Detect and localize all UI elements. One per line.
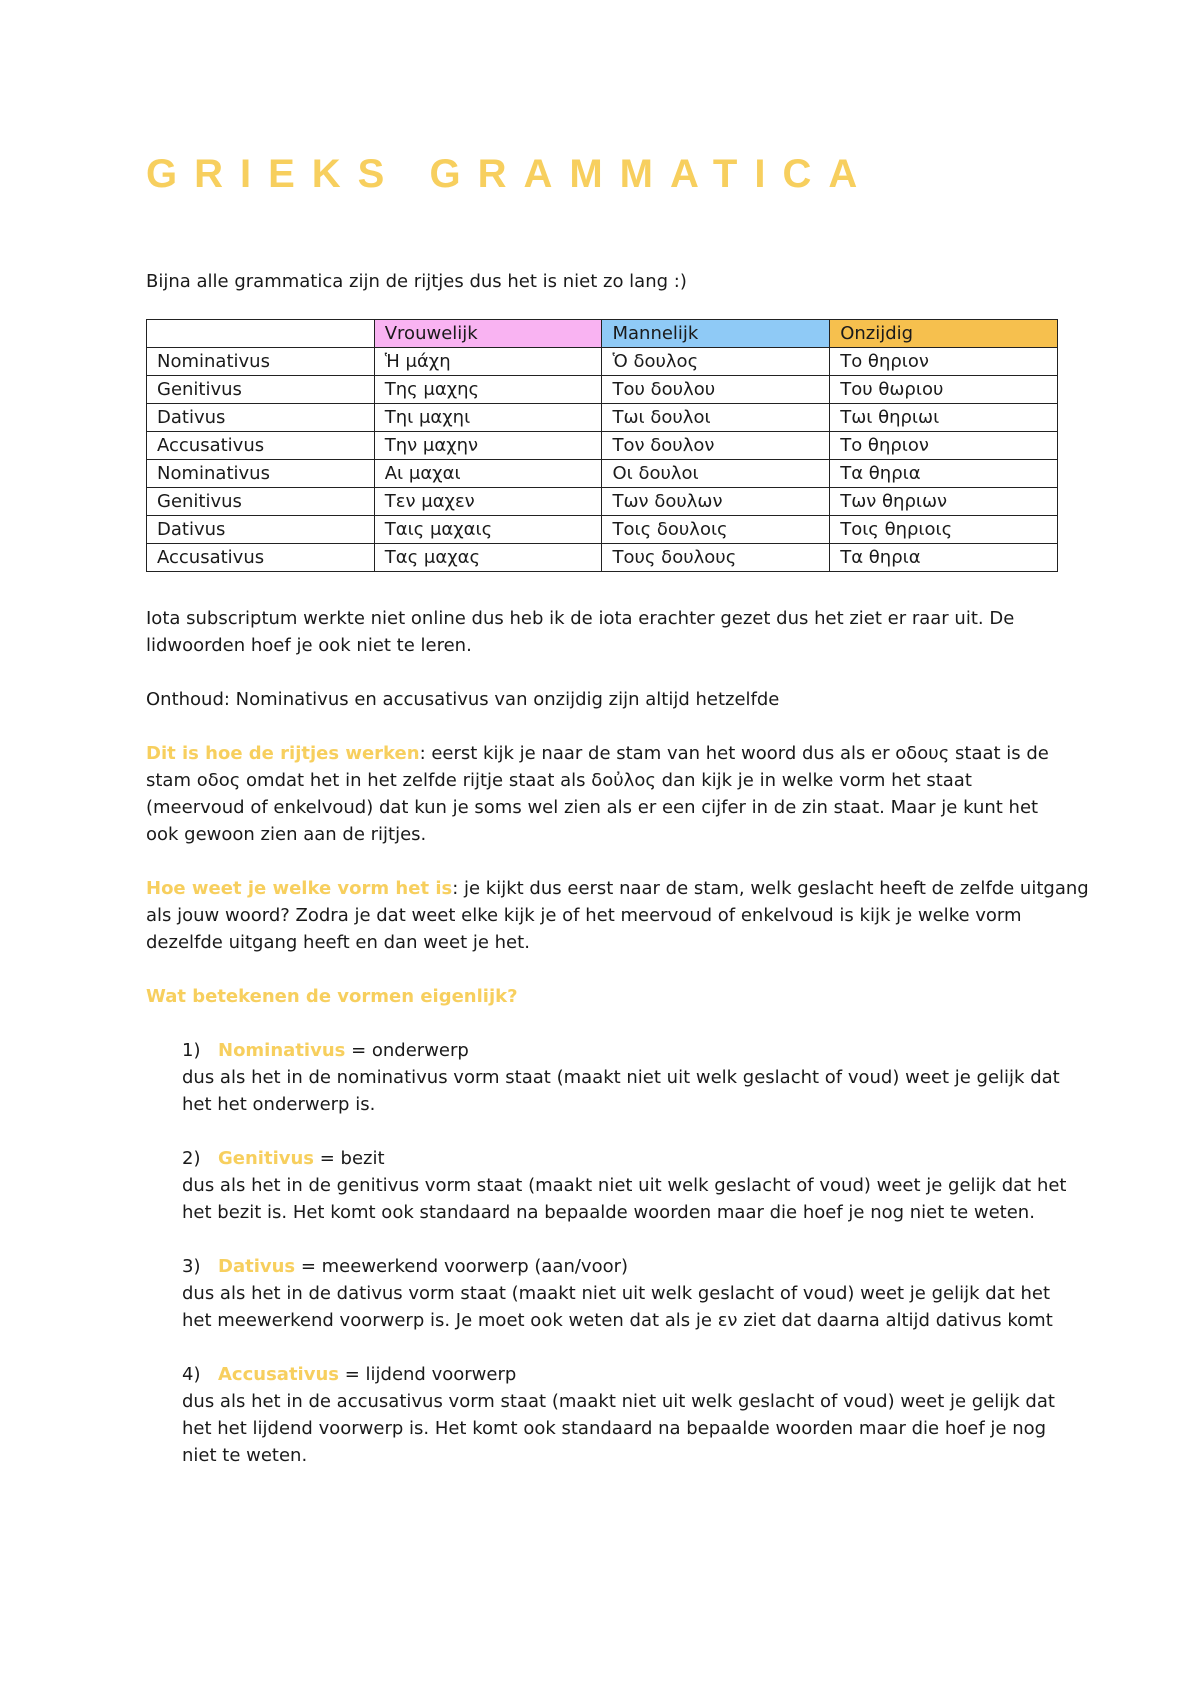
table-cell: Του δουλου [602, 376, 830, 404]
table-row [147, 432, 1058, 460]
table-row [147, 488, 1058, 516]
list-item-dativus [182, 1253, 1062, 1280]
table-cell: Τοις δουλοις [602, 516, 830, 544]
list-item-genitivus [182, 1145, 1062, 1172]
page-title: GRIEKS GRAMMATICA [146, 152, 875, 196]
list-item-accusativus [182, 1361, 1062, 1388]
vorm-line-1 [146, 875, 1089, 902]
table-row [147, 544, 1058, 572]
table-cell: Την μαχην [374, 432, 602, 460]
item-text-line: dus als het in de accusativus vorm staat (maakt niet uit welk geslacht of voud) weet je gelijk dat [182, 1391, 1055, 1412]
item-text-line: het het lijdend voorwerp is. Het komt ook standaard na bepaalde woorden maar die hoef je nog [182, 1418, 1047, 1439]
item-text-line: het meewerkend voorwerp is. Je moet ook weten dat als je εν ziet dat daarna altijd dativus komt [182, 1310, 1053, 1331]
item-definition: = lijdend voorwerp [338, 1364, 517, 1385]
case-label-cell: Nominativus [147, 348, 375, 376]
table-header-onzijdig: Onzijdig [830, 320, 1058, 348]
note-line-1: Iota subscriptum werkte niet online dus heb ik de iota erachter gezet dus het ziet er raar uit. De [146, 608, 1015, 629]
table-cell: Τεν μαχεν [374, 488, 602, 516]
table-cell: Των δουλων [602, 488, 830, 516]
table-cell: Αι μαχαι [374, 460, 602, 488]
item-term: Accusativus [218, 1364, 339, 1385]
table-header-row [147, 320, 1058, 348]
table-row [147, 376, 1058, 404]
item-number: 4) [182, 1364, 201, 1385]
rijtjes-line-2: stam οδος omdat het in het zelfde rijtje staat als δοὐλος dan kijk je in welke vorm het staat [146, 770, 972, 791]
table-cell: Ἡ μάχη [374, 348, 602, 376]
item-text-line: het bezit is. Het komt ook standaard na bepaalde woorden maar die hoef je nog niet te weten. [182, 1202, 1035, 1223]
item-text-line: het het onderwerp is. [182, 1094, 376, 1115]
table-cell: Τοις θηριοις [830, 516, 1058, 544]
rijtjes-line-4: ook gewoon zien aan de rijtjes. [146, 824, 427, 845]
onthoud-text: Onthoud: Nominativus en accusativus van onzijdig zijn altijd hetzelfde [146, 689, 780, 710]
betekenis-heading: Wat betekenen de vormen eigenlijk? [146, 986, 518, 1007]
item-term: Dativus [218, 1256, 296, 1277]
table-cell: Τα θηρια [830, 544, 1058, 572]
item-number: 2) [182, 1148, 201, 1169]
table-cell: Τωι θηριωι [830, 404, 1058, 432]
declension-table [146, 319, 1058, 572]
rijtjes-line-3: (meervoud of enkelvoud) dat kun je soms wel zien als er een cijfer in de zin staat. Maar je kunt het [146, 797, 1039, 818]
table-cell: Των θηριων [830, 488, 1058, 516]
table-row [147, 460, 1058, 488]
table-cell: Τον δουλον [602, 432, 830, 460]
table-header-vrouwelijk: Vrouwelijk [374, 320, 602, 348]
note-line-2: lidwoorden hoef je ook niet te leren. [146, 635, 472, 656]
table-cell: Τα θηρια [830, 460, 1058, 488]
table-cell: Οι δουλοι [602, 460, 830, 488]
item-definition: = meewerkend voorwerp (aan/voor) [295, 1256, 629, 1277]
table-cell: Ταις μαχαις [374, 516, 602, 544]
table-cell: Τους δουλους [602, 544, 830, 572]
list-item-nominativus [182, 1037, 1062, 1064]
table-header-empty [147, 320, 375, 348]
case-label-cell: Accusativus [147, 544, 375, 572]
case-label-cell: Dativus [147, 516, 375, 544]
table-row [147, 348, 1058, 376]
table-cell: Του θωριου [830, 376, 1058, 404]
table-row [147, 516, 1058, 544]
case-label-cell: Genitivus [147, 488, 375, 516]
table-header-mannelijk: Mannelijk [602, 320, 830, 348]
item-term: Nominativus [218, 1040, 346, 1061]
item-text-line: niet te weten. [182, 1445, 308, 1466]
table-cell: Της μαχης [374, 376, 602, 404]
table-cell: Το θηριον [830, 432, 1058, 460]
item-definition: = onderwerp [345, 1040, 469, 1061]
vorm-text-1: : je kijkt dus eerst naar de stam, welk geslacht heeft de zelfde uitgang [452, 878, 1089, 899]
item-text-line: dus als het in de nominativus vorm staat (maakt niet uit welk geslacht of voud) weet je gelijk dat [182, 1067, 1060, 1088]
rijtjes-heading: Dit is hoe de rijtjes werken [146, 743, 420, 764]
table-cell: Τηι μαχηι [374, 404, 602, 432]
rijtjes-line-1 [146, 740, 1066, 767]
item-text-line: dus als het in de genitivus vorm staat (maakt niet uit welk geslacht of voud) weet je gelijk dat het [182, 1175, 1067, 1196]
item-number: 3) [182, 1256, 201, 1277]
item-text-line: dus als het in de dativus vorm staat (maakt niet uit welk geslacht of voud) weet je gelijk dat het [182, 1283, 1051, 1304]
vorm-line-3: dezelfde uitgang heeft en dan weet je het. [146, 932, 530, 953]
table-cell: Ὁ δουλος [602, 348, 830, 376]
case-label-cell: Nominativus [147, 460, 375, 488]
case-label-cell: Genitivus [147, 376, 375, 404]
table-cell: Τας μαχας [374, 544, 602, 572]
rijtjes-text-1: : eerst kijk je naar de stam van het woord dus als er οδους staat is de [419, 743, 1049, 764]
item-definition: = bezit [314, 1148, 385, 1169]
vorm-line-2: als jouw woord? Zodra je dat weet elke kijk je of het meervoud of enkelvoud is kijk je welke vorm [146, 905, 1022, 926]
intro-text: Bijna alle grammatica zijn de rijtjes dus het is niet zo lang :) [146, 271, 687, 292]
item-term: Genitivus [218, 1148, 315, 1169]
item-number: 1) [182, 1040, 201, 1061]
table-row [147, 404, 1058, 432]
case-label-cell: Dativus [147, 404, 375, 432]
table-cell: Το θηριον [830, 348, 1058, 376]
table-cell: Τωι δουλοι [602, 404, 830, 432]
case-label-cell: Accusativus [147, 432, 375, 460]
vorm-heading: Hoe weet je welke vorm het is [146, 878, 453, 899]
